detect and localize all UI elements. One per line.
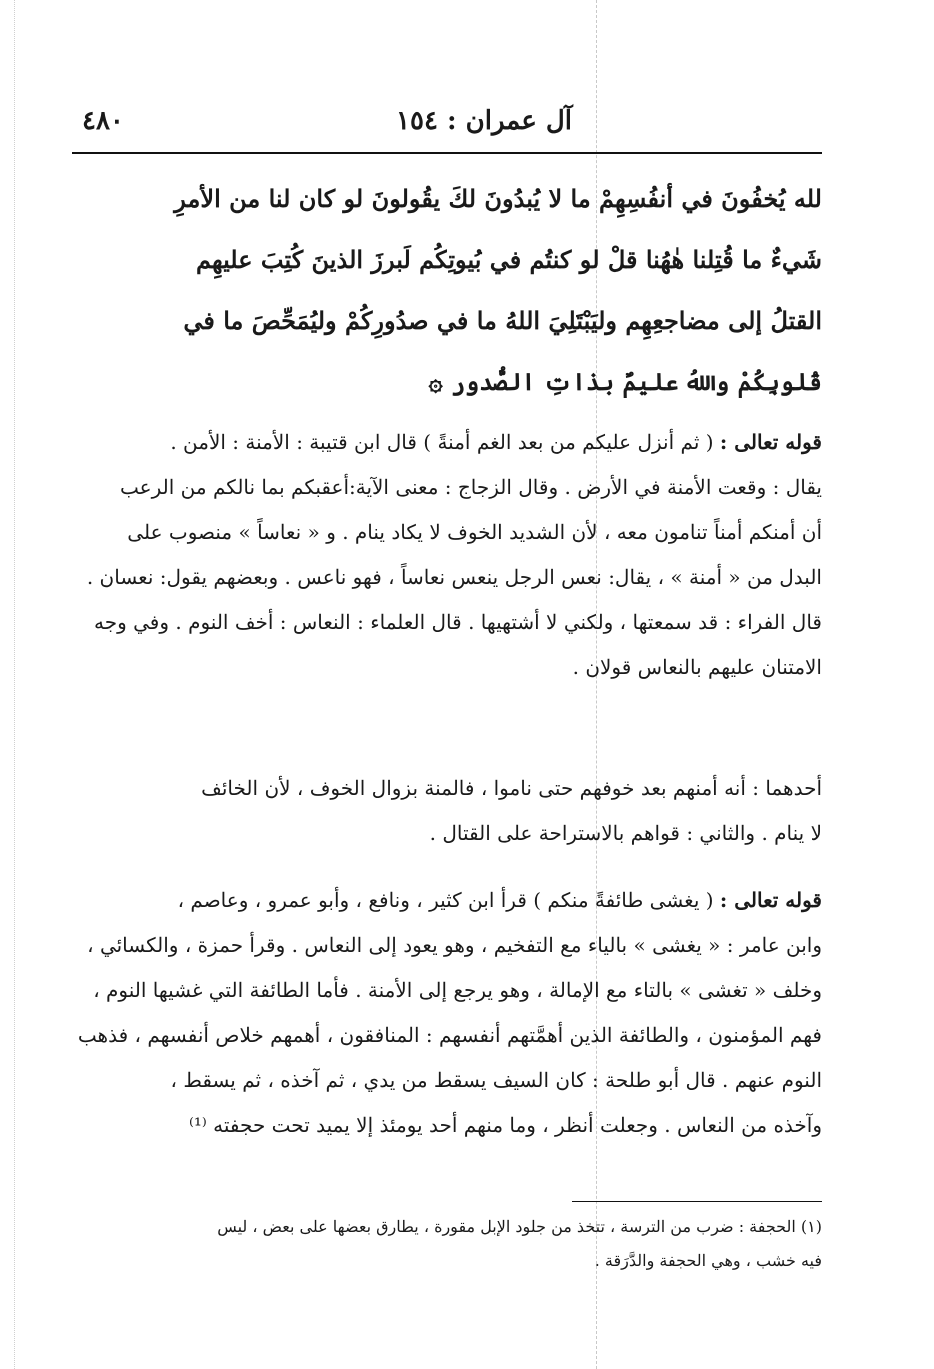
text-line: لا ينام . والثاني : قواهم بالاستراحة على القتال . <box>429 821 822 845</box>
quran-verse <box>72 168 822 412</box>
footnote-line: (١) الحجفة : ضرب من الترسة ، تتخذ من جلود الإبل مقورة ، يطارق بعضها على بعض ، ليس <box>217 1217 822 1236</box>
footnote <box>72 1210 822 1278</box>
text-line: قال الفراء : قد سمعتها ، ولكني لا أشتهيها . قال العلماء : النعاس : أخف النوم . وفي وجه <box>94 610 822 634</box>
commentary-paragraph <box>72 420 822 690</box>
text-run: ( ثم أنزل عليكم من بعد الغم أمنةً ) قال ابن قتيبة : الأمنة : الأمن . <box>170 430 714 454</box>
verse-line: لله يُخفُونَ في أنفُسِهِمْ ما لا يُبدُونَ لكَ يقُولونَ لو كان لنا من الأمرِ <box>174 184 822 213</box>
verse-line: قُلوبِكُمْ واللهُ عليمٌ بذاتِ الصُّدور ۞ <box>428 367 822 396</box>
commentary-paragraph <box>72 878 822 1148</box>
running-title: آل عمران : ١٥٤ <box>396 106 572 136</box>
lead-phrase: قوله تعالى : <box>719 430 822 454</box>
commentary-paragraph <box>72 766 822 856</box>
verse-line: القتلُ إلى مضاجعِهِم وليَبْتَلِيَ اللهُ ما في صدُورِكُمْ وليُمَحِّصَ ما في <box>183 306 822 335</box>
header-rule <box>72 152 822 154</box>
text-line: وخلف « تغشى » بالتاء مع الإمالة ، وهو يرجع إلى الأمنة . فأما الطائفة التي غشيها النوم ، <box>93 978 822 1002</box>
text-line: أن أمنكم أمناً تنامون معه ، لأن الشديد الخوف لا يكاد ينام . و « نعاساً » منصوب على <box>127 520 822 544</box>
lead-phrase: قوله تعالى : <box>719 888 822 912</box>
text-run: ( يغشى طائفةً منكم ) قرأ ابن كثير ، ونافع ، وأبو عمرو ، وعاصم ، <box>177 888 714 912</box>
footnote-rule <box>572 1201 822 1202</box>
footnote-line: فيه خشب ، وهي الحجفة والدَّرَقة . <box>594 1251 822 1270</box>
page-header <box>72 96 822 152</box>
page-edge <box>14 0 15 1369</box>
text-line: أحدهما : أنه أمنهم بعد خوفهم حتى ناموا ، فالمنة بزوال الخوف ، لأن الخائف <box>201 776 822 800</box>
text-line <box>72 878 822 923</box>
text-line: يقال : وقعت الأمنة في الأرض . وقال الزجاج : معنى الآية:أعقبكم بما نالكم من الرعب <box>120 475 822 499</box>
text-line: وآخذه من النعاس . وجعلت أنظر ، وما منهم أحد يومئذ إلا يميد تحت حجفته ⁽¹⁾ <box>188 1113 822 1137</box>
text-line: فهم المؤمنون ، والطائفة الذين أهمَّتهم أنفسهم : المنافقون ، أهمهم خلاص أنفسهم ، فذهب <box>77 1023 822 1047</box>
text-line: النوم عنهم . قال أبو طلحة : كان السيف يسقط من يدي ، ثم آخذه ، ثم يسقط ، <box>170 1068 822 1092</box>
text-line: وابن عامر : « يغشى » بالياء مع التفخيم ، وهو يعود إلى النعاس . وقرأ حمزة ، والكسائي ، <box>87 933 822 957</box>
text-line <box>72 420 822 465</box>
text-line: البدل من « أمنة » ، يقال: نعس الرجل ينعس نعاساً ، فهو ناعس . وبعضهم يقول: نعسان . <box>86 565 822 589</box>
verse-line: شَيءٌ ما قُتِلنا هٰهُنا قلْ لو كنتُم في بُيوتِكُم لَبرزَ الذينَ كُتِبَ عليهِم <box>196 245 822 274</box>
page-number: ٤٨٠ <box>82 106 124 136</box>
text-line: الامتنان عليهم بالنعاس قولان . <box>572 655 822 679</box>
